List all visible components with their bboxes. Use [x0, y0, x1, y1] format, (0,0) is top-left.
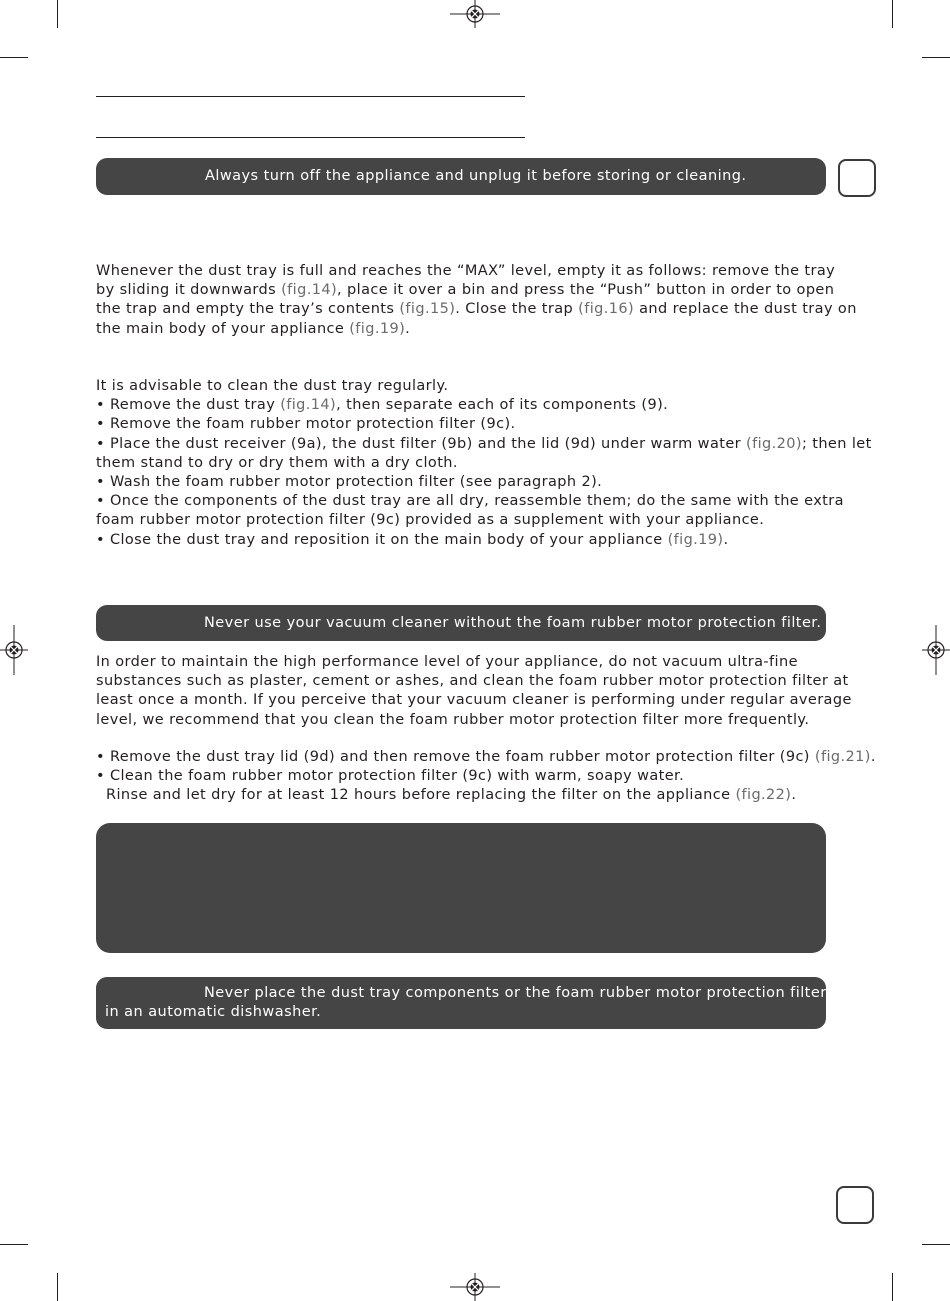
crop-mark	[892, 1273, 893, 1301]
text-line: them stand to dry or dry them with a dry cloth.	[96, 454, 458, 471]
figure-reference: (fig.22)	[735, 787, 792, 804]
list-item: • Close the dust tray and reposition it on the main body of your appliance (fig.19).	[96, 531, 729, 548]
warning-text: Never place the dust tray components or the foam rubber motor protection filter	[204, 985, 827, 1001]
registration-mark-icon	[450, 0, 500, 28]
list-item: • Once the components of the dust tray are all dry, reassemble them; do the same with the extra	[96, 493, 844, 510]
header-rule	[96, 137, 525, 138]
crop-mark	[922, 57, 950, 58]
figure-reference: (fig.16)	[578, 301, 635, 318]
list-item: • Clean the foam rubber motor protection filter (9c) with warm, soapy water.	[96, 768, 685, 785]
page-number-box	[838, 159, 876, 197]
registration-mark-icon	[922, 625, 950, 675]
list-item: • Remove the dust tray (fig.14), then separate each of its components (9).	[96, 397, 669, 414]
filter-paragraph	[96, 653, 852, 730]
text-line: Rinse and let dry for at least 12 hours before replacing the filter on the appliance (fig.22).	[96, 787, 797, 804]
warning-banner-unplug	[96, 158, 826, 195]
text-line: In order to maintain the high performance level of your appliance, do not vacuum ultra-fine	[96, 654, 798, 670]
crop-mark	[922, 1244, 950, 1245]
figure-reference: (fig.19)	[349, 320, 406, 337]
emptying-paragraph	[96, 262, 857, 339]
crop-mark	[0, 57, 28, 58]
crop-mark	[0, 1244, 28, 1245]
text-line: foam rubber motor protection filter (9c) provided as a supplement with your appliance.	[96, 512, 765, 529]
list-item: • Place the dust receiver (9a), the dust filter (9b) and the lid (9d) under warm water (fig.20); then let	[96, 435, 872, 452]
text-line: It is advisable to clean the dust tray regularly.	[96, 378, 449, 394]
list-item: • Wash the foam rubber motor protection filter (see paragraph 2).	[96, 474, 603, 491]
list-item: • Remove the foam rubber motor protection filter (9c).	[96, 416, 516, 433]
registration-mark-icon	[450, 1273, 500, 1301]
warning-banner-dishwasher	[96, 977, 826, 1029]
page-number-box	[836, 1186, 874, 1224]
figure-reference: (fig.19)	[667, 531, 724, 548]
figure-reference: (fig.14)	[280, 397, 337, 414]
text-line: substances such as plaster, cement or ashes, and clean the foam rubber motor protection filter at	[96, 673, 849, 690]
header-rule	[96, 96, 525, 97]
text-line: Whenever the dust tray is full and reaches the “MAX” level, empty it as follows: remove the tray	[96, 263, 836, 279]
note-panel	[96, 823, 826, 953]
figure-reference: (fig.21)	[814, 749, 871, 765]
filter-instructions	[96, 748, 876, 806]
warning-text: in an automatic dishwasher.	[105, 1004, 322, 1020]
warning-text: Never use your vacuum cleaner without the foam rubber motor protection filter.	[204, 615, 822, 631]
figure-reference: (fig.14)	[281, 282, 338, 299]
cleaning-instructions	[96, 377, 872, 550]
text-line: the trap and empty the tray’s contents (fig.15). Close the trap (fig.16) and replace the dust tray on	[96, 301, 857, 318]
text-line: level, we recommend that you clean the foam rubber motor protection filter more frequently.	[96, 711, 810, 728]
crop-mark	[57, 1273, 58, 1301]
warning-text: Always turn off the appliance and unplug it before storing or cleaning.	[205, 168, 747, 184]
figure-reference: (fig.20)	[746, 435, 802, 452]
figure-reference: (fig.15)	[399, 301, 456, 318]
list-item: • Remove the dust tray lid (9d) and then remove the foam rubber motor protection filter (9c) (fig.21).	[96, 749, 876, 765]
crop-mark	[892, 0, 893, 28]
text-line: least once a month. If you perceive that your vacuum cleaner is performing under regular average	[96, 692, 852, 709]
warning-banner-filter	[96, 605, 826, 641]
text-line: the main body of your appliance (fig.19).	[96, 320, 411, 337]
crop-mark	[57, 0, 58, 28]
text-line: by sliding it downwards (fig.14), place it over a bin and press the “Push” button in order to open	[96, 282, 835, 299]
registration-mark-icon	[0, 625, 28, 675]
